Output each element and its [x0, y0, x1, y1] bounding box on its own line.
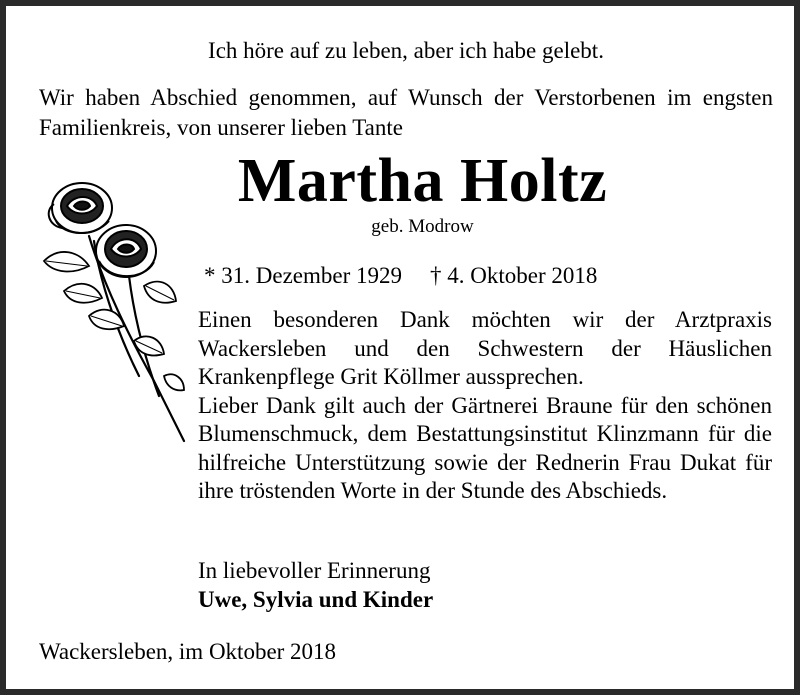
thanks-text: [198, 306, 772, 506]
thanks-paragraph: Einen besonderen Dank möchten wir der Arztpraxis Wackersleben und den Schwestern der Häuslichen Krankenpflege Grit Köllmer aussprechen.: [198, 307, 772, 389]
signatories: Uwe, Sylvia und Kinder: [198, 586, 434, 612]
motto: Ich höre auf zu leben, aber ich habe gelebt.: [208, 38, 604, 63]
death-date: † 4. Oktober 2018: [430, 263, 598, 288]
life-dates: [204, 261, 597, 291]
closing-block: [198, 557, 772, 614]
birth-name: geb. Modrow: [371, 216, 474, 237]
deceased-name: Martha Holtz: [237, 147, 608, 215]
closing-phrase: In liebevoller Erinnerung: [198, 558, 431, 583]
intro-text: Wir haben Abschied genommen, auf Wunsch der Verstorbenen im engsten Familienkreis, von unserer lieben Tante: [39, 85, 773, 140]
roses-illustration-icon: [34, 166, 194, 446]
place-date: Wackersleben, im Oktober 2018: [39, 639, 337, 664]
birth-date: * 31. Dezember 1929: [204, 263, 402, 288]
thanks-paragraph: Lieber Dank gilt auch der Gärtnerei Braune für den schönen Blumenschmuck, dem Bestattungsinstitut Klinzmann für die hilfreiche Unterstützung sowie der Rednerin Frau Dukat für ihre tröstenden Worte in der Stunde des Abschieds.: [198, 392, 772, 503]
